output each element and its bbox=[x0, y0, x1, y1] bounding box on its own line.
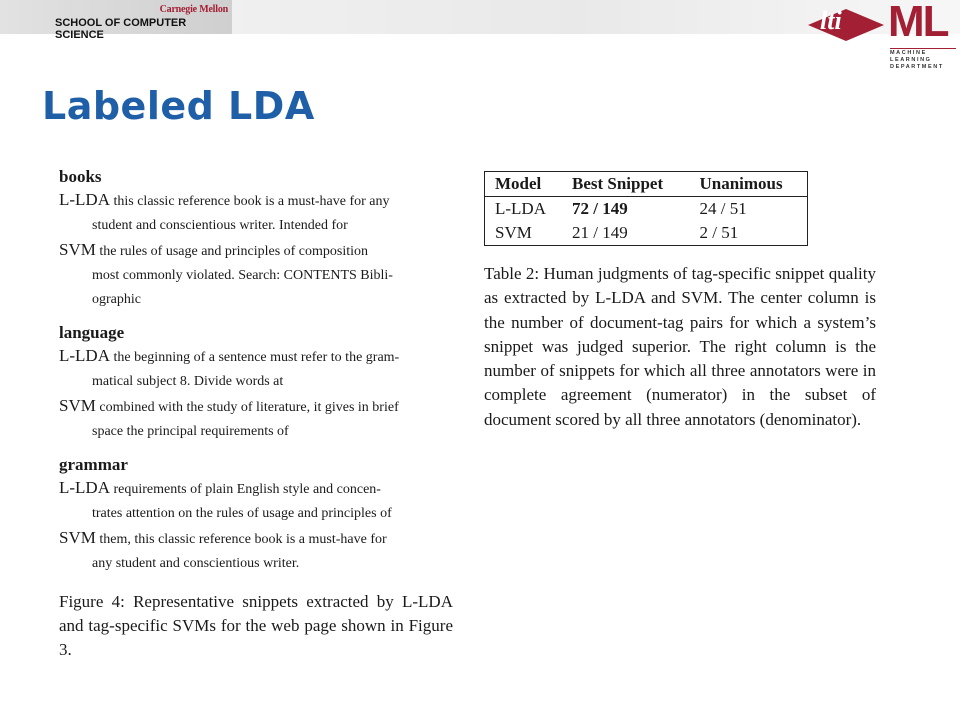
entry-text-cont: space the principal requirements of bbox=[92, 424, 289, 439]
entry-grammar-svm bbox=[59, 526, 453, 576]
entry-text: combined with the study of literature, it gives in brief bbox=[99, 400, 399, 415]
entry-books-svm bbox=[59, 238, 453, 312]
lti-logo-text: lti bbox=[820, 6, 842, 35]
table-header-unanimous: Unanimous bbox=[689, 172, 807, 197]
entry-model: SVM bbox=[59, 528, 96, 547]
ml-logo-text: ML bbox=[888, 0, 948, 46]
table-row bbox=[485, 197, 808, 222]
cmu-name: Carnegie Mellon bbox=[159, 4, 228, 15]
entry-books-llda bbox=[59, 188, 453, 238]
entry-model: L-LDA bbox=[59, 478, 110, 497]
entry-model: SVM bbox=[59, 396, 96, 415]
ml-dept-line1: MACHINE LEARNING bbox=[890, 50, 932, 63]
ml-department-label bbox=[890, 48, 956, 71]
section-heading-grammar: grammar bbox=[59, 455, 128, 474]
ml-dept-line2: DEPARTMENT bbox=[890, 64, 944, 70]
table-row bbox=[485, 221, 808, 246]
entry-language-svm bbox=[59, 394, 453, 444]
entry-text-cont: matical subject 8. Divide words at bbox=[92, 374, 284, 389]
cmu-logo-block bbox=[0, 0, 232, 41]
entry-model: L-LDA bbox=[59, 346, 110, 365]
slide-title: Labeled LDA bbox=[42, 84, 315, 128]
table-header-best-snippet: Best Snippet bbox=[562, 172, 690, 197]
entry-model: SVM bbox=[59, 240, 96, 259]
entry-model: L-LDA bbox=[59, 190, 110, 209]
table-cell: 24 / 51 bbox=[699, 199, 747, 218]
entry-text: requirements of plain English style and concen- bbox=[113, 482, 381, 497]
section-heading-language: language bbox=[59, 323, 125, 342]
entry-text-cont: ographic bbox=[92, 292, 141, 307]
figure-snippets bbox=[59, 166, 453, 662]
results-table bbox=[484, 171, 808, 246]
section-heading-books: books bbox=[59, 167, 102, 186]
lti-logo-icon bbox=[806, 3, 886, 43]
entry-text: the beginning of a sentence must refer to the gram- bbox=[113, 350, 400, 365]
table-cell: L-LDA bbox=[495, 199, 546, 218]
entry-text-cont: most commonly violated. Search: CONTENTS Bibli- bbox=[92, 268, 393, 283]
entry-text-cont: student and conscientious writer. Intended for bbox=[92, 218, 348, 233]
entry-text-cont: trates attention on the rules of usage and principles of bbox=[92, 506, 392, 521]
table-cell: 21 / 149 bbox=[571, 223, 628, 242]
table-cell: 2 / 51 bbox=[699, 223, 739, 242]
entry-grammar-llda bbox=[59, 476, 453, 526]
entry-text: this classic reference book is a must-have for any bbox=[113, 194, 390, 209]
entry-text-cont: any student and conscientious writer. bbox=[92, 556, 300, 571]
entry-text: them, this classic reference book is a must-have for bbox=[99, 532, 387, 547]
figure-caption: Figure 4: Representative snippets extracted by L-LDA and tag-specific SVMs for the web page shown in Figure 3. bbox=[59, 592, 453, 659]
table-header-row bbox=[485, 172, 808, 197]
entry-text: the rules of usage and principles of composition bbox=[99, 244, 369, 259]
table-cell: SVM bbox=[495, 223, 532, 242]
school-name: SCHOOL OF COMPUTER SCIENCE bbox=[55, 17, 187, 41]
table-caption: Table 2: Human judgments of tag-specific snippet quality as extracted by L-LDA and SVM. The center column is the number of document-tag pairs for which a system’s snippet was judged superior. The right column is the number of snippets for which all three annotators were in complete agreement (numerator) in the subset of document scored by all three annotators (denominator). bbox=[484, 264, 876, 429]
table-cell: 72 / 149 bbox=[571, 199, 628, 218]
entry-language-llda bbox=[59, 344, 453, 394]
table-header-model: Model bbox=[485, 172, 562, 197]
